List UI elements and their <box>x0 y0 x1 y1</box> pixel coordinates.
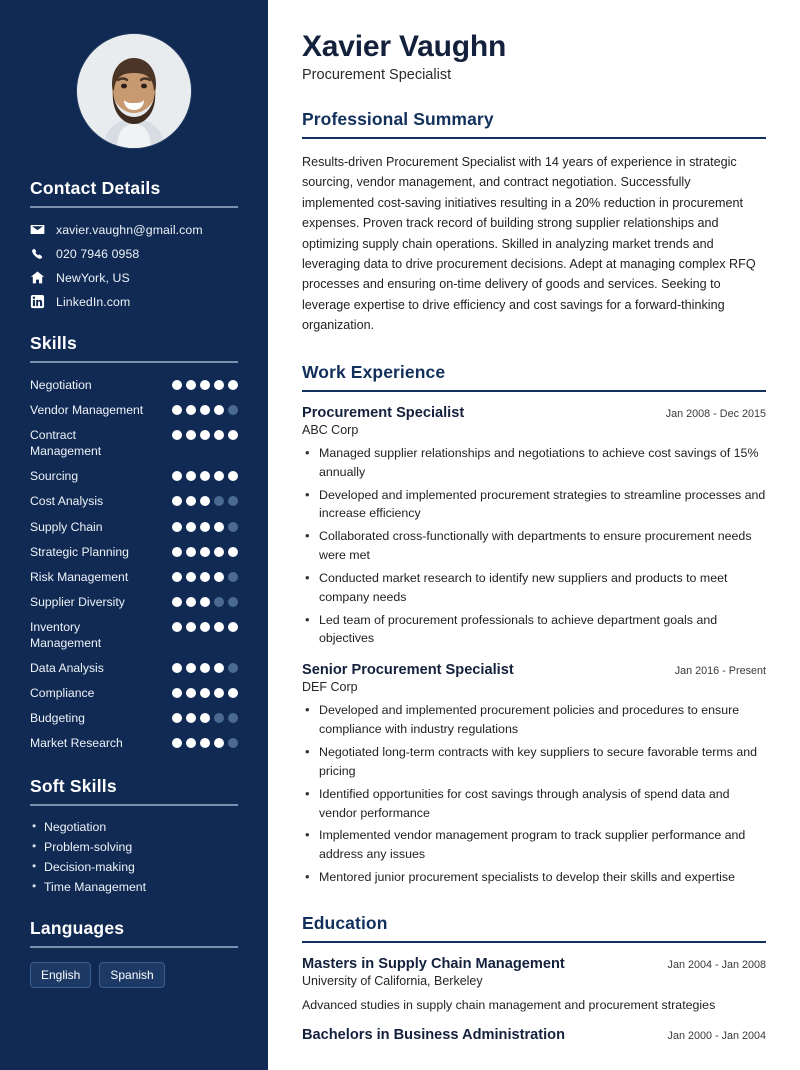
rating-dot-empty <box>228 597 238 607</box>
job-bullet: • Negotiated long-term contracts with key suppliers to secure favorable terms and pricing <box>302 743 766 781</box>
soft-skills-list <box>30 820 238 894</box>
email-icon <box>30 222 45 237</box>
skill-label: Strategic Planning <box>30 544 129 559</box>
job-bullet-list <box>302 444 766 648</box>
rating-dot-filled <box>186 597 196 607</box>
soft-skill-item: • Negotiation <box>30 820 238 834</box>
rating-dot-filled <box>186 738 196 748</box>
skill-label: Risk Management <box>30 569 129 584</box>
skills-section <box>30 333 238 752</box>
job-bullet: • Managed supplier relationships and negotiations to achieve cost savings of 15% annually <box>302 444 766 482</box>
contact-list <box>30 222 238 309</box>
education-entry <box>302 956 766 1015</box>
rating-dot-filled <box>186 405 196 415</box>
rating-dot-filled <box>228 547 238 557</box>
skill-row <box>30 468 238 484</box>
rating-dot-filled <box>186 496 196 506</box>
rating-dot-filled <box>186 713 196 723</box>
sidebar <box>0 0 268 1070</box>
rating-dot-filled <box>214 688 224 698</box>
education-list <box>302 956 766 1043</box>
education-description: Advanced studies in supply chain management and procurement strategies <box>302 998 716 1013</box>
section-divider <box>30 804 238 806</box>
rating-dot-filled <box>200 430 210 440</box>
professional-summary-heading: Professional Summary <box>302 108 494 129</box>
skill-row <box>30 685 238 701</box>
education-school: University of California, Berkeley <box>302 974 483 989</box>
rating-dot-filled <box>200 738 210 748</box>
rating-dot-filled <box>186 622 196 632</box>
skill-rating-dots <box>172 594 238 607</box>
skill-row <box>30 493 238 509</box>
skill-label: Negotiation <box>30 378 92 392</box>
job-bullet: • Mentored junior procurement specialists to develop their skills and expertise <box>302 868 766 887</box>
skill-rating-dots <box>172 544 238 557</box>
skill-label: Budgeting <box>30 711 85 726</box>
skill-row <box>30 519 238 535</box>
skill-rating-dots <box>172 685 238 698</box>
rating-dot-filled <box>172 405 182 415</box>
rating-dot-filled <box>228 380 238 390</box>
rating-dot-filled <box>200 663 210 673</box>
skill-rating-dots <box>172 468 238 481</box>
skill-row <box>30 377 238 393</box>
skill-row <box>30 619 238 651</box>
skill-label: Compliance <box>30 686 95 701</box>
rating-dot-filled <box>214 547 224 557</box>
education-header <box>302 1027 766 1043</box>
soft-skill-item: • Decision-making <box>30 860 238 874</box>
skill-label: Market Research <box>30 736 123 751</box>
rating-dot-filled <box>200 572 210 582</box>
rating-dot-filled <box>214 405 224 415</box>
skill-label: Supplier Diversity <box>30 594 125 609</box>
skill-rating-dots <box>172 569 238 582</box>
rating-dot-filled <box>172 738 182 748</box>
job-date-range: Jan 2016 - Present <box>674 665 766 678</box>
rating-dot-filled <box>186 380 196 390</box>
education-date-range: Jan 2004 - Jan 2008 <box>667 959 766 972</box>
contact-item-phone[interactable] <box>30 246 238 261</box>
languages-heading: Languages <box>30 917 125 938</box>
rating-dot-filled <box>200 496 210 506</box>
rating-dot-filled <box>172 547 182 557</box>
skill-row <box>30 594 238 610</box>
rating-dot-filled <box>186 547 196 557</box>
education-degree: Bachelors in Business Administration <box>302 1026 566 1043</box>
skill-row <box>30 735 238 751</box>
rating-dot-filled <box>214 663 224 673</box>
rating-dot-filled <box>214 738 224 748</box>
rating-dot-filled <box>200 688 210 698</box>
skill-row <box>30 402 238 418</box>
main-content <box>268 0 800 1070</box>
home-icon <box>30 270 45 285</box>
job-company: ABC Corp <box>302 422 359 437</box>
contact-item-email[interactable] <box>30 222 238 237</box>
skill-row <box>30 569 238 585</box>
job-bullet: • Led team of procurement professionals to achieve department goals and objectives <box>302 611 766 649</box>
rating-dot-filled <box>186 572 196 582</box>
skill-rating-dots <box>172 519 238 532</box>
avatar-container <box>30 34 238 148</box>
contact-item-location[interactable] <box>30 270 238 285</box>
rating-dot-filled <box>186 688 196 698</box>
soft-skills-section <box>30 776 238 894</box>
job-date-range: Jan 2008 - Dec 2015 <box>665 407 766 420</box>
rating-dot-empty <box>214 713 224 723</box>
soft-skill-item: • Time Management <box>30 880 238 894</box>
rating-dot-filled <box>172 471 182 481</box>
rating-dot-empty <box>228 713 238 723</box>
job-title: Senior Procurement Specialist <box>302 662 514 679</box>
skill-rating-dots <box>172 619 238 632</box>
section-divider <box>30 946 238 948</box>
section-divider <box>302 390 766 392</box>
rating-dot-filled <box>172 713 182 723</box>
skill-label: Vendor Management <box>30 403 144 418</box>
rating-dot-filled <box>186 522 196 532</box>
job-bullet: • Developed and implemented procurement strategies to streamline processes and increase efficiency <box>302 486 766 524</box>
professional-summary-section <box>302 109 766 336</box>
contact-phone-value: 020 7946 0958 <box>56 246 140 261</box>
rating-dot-empty <box>228 405 238 415</box>
rating-dot-filled <box>200 522 210 532</box>
rating-dot-filled <box>214 572 224 582</box>
skill-label: Supply Chain <box>30 519 103 534</box>
education-date-range: Jan 2000 - Jan 2004 <box>667 1029 766 1042</box>
skill-label: Data Analysis <box>30 661 104 676</box>
rating-dot-filled <box>228 688 238 698</box>
rating-dot-empty <box>214 496 224 506</box>
rating-dot-filled <box>200 622 210 632</box>
skill-rating-dots <box>172 377 238 390</box>
rating-dot-empty <box>228 738 238 748</box>
education-degree: Masters in Supply Chain Management <box>302 956 565 973</box>
rating-dot-filled <box>200 471 210 481</box>
contact-details-section <box>30 178 238 309</box>
rating-dot-filled <box>186 471 196 481</box>
rating-dot-filled <box>186 663 196 673</box>
job-entry <box>302 405 766 648</box>
skill-row <box>30 710 238 726</box>
rating-dot-filled <box>214 522 224 532</box>
skill-rating-dots <box>172 427 238 440</box>
job-bullet: • Implemented vendor management program to track supplier performance and address any issues <box>302 826 766 864</box>
language-pill[interactable]: English <box>30 962 91 988</box>
rating-dot-filled <box>172 688 182 698</box>
phone-icon <box>30 246 45 261</box>
job-role-subtitle: Procurement Specialist <box>302 66 452 83</box>
contact-details-heading: Contact Details <box>30 178 161 198</box>
rating-dot-filled <box>172 572 182 582</box>
page-title: Xavier Vaughn <box>302 30 507 63</box>
rating-dot-filled <box>200 405 210 415</box>
rating-dot-filled <box>172 597 182 607</box>
header-block <box>302 30 766 83</box>
job-bullet-list <box>302 701 766 887</box>
rating-dot-filled <box>228 471 238 481</box>
contact-linkedin-value: LinkedIn.com <box>56 294 131 309</box>
rating-dot-empty <box>214 597 224 607</box>
rating-dot-filled <box>214 471 224 481</box>
professional-summary-text: Results-driven Procurement Specialist with 14 years of experience in strategic sourcing, vendor management, and contract negotiation. Successfully implemented cost-saving initiatives resulting in a 20% reduction in procurement expenses. Proven track record of building strong supplier relationships and optimizing supply chain operations. Skilled in analyzing market trends and leveraging data to drive procurement decisions. Adept at managing complex RFQ processes and ensuring on-time delivery of goods and services. Seeking to leverage expertise to drive efficiency and cost savings for a forward-thinking organization. <box>302 154 756 333</box>
work-experience-section <box>302 362 766 887</box>
job-bullet: • Collaborated cross-functionally with departments to ensure procurement needs were met <box>302 527 766 565</box>
languages-section <box>30 918 238 988</box>
rating-dot-filled <box>172 496 182 506</box>
job-header <box>302 405 766 421</box>
skills-list <box>30 377 238 752</box>
skill-label: Inventory Management <box>30 619 102 651</box>
skill-rating-dots <box>172 402 238 415</box>
rating-dot-filled <box>200 380 210 390</box>
job-header <box>302 662 766 678</box>
skill-rating-dots <box>172 660 238 673</box>
rating-dot-filled <box>186 430 196 440</box>
work-experience-heading: Work Experience <box>302 361 446 382</box>
linkedin-icon <box>30 294 45 309</box>
job-bullet: • Conducted market research to identify new suppliers and products to meet company needs <box>302 569 766 607</box>
education-heading: Education <box>302 912 388 933</box>
rating-dot-filled <box>214 430 224 440</box>
profile-photo-icon <box>77 34 191 148</box>
education-section <box>302 913 766 1043</box>
skill-rating-dots <box>172 710 238 723</box>
rating-dot-filled <box>200 547 210 557</box>
contact-item-linkedin[interactable] <box>30 294 238 309</box>
skill-row <box>30 660 238 676</box>
rating-dot-empty <box>228 663 238 673</box>
skill-rating-dots <box>172 735 238 748</box>
rating-dot-filled <box>228 430 238 440</box>
section-divider <box>30 361 238 363</box>
language-pill[interactable]: Spanish <box>99 962 164 988</box>
rating-dot-empty <box>228 522 238 532</box>
avatar <box>77 34 191 148</box>
rating-dot-filled <box>200 597 210 607</box>
section-divider <box>302 137 766 139</box>
rating-dot-empty <box>228 572 238 582</box>
rating-dot-filled <box>172 522 182 532</box>
rating-dot-filled <box>200 713 210 723</box>
skill-label: Cost Analysis <box>30 494 104 509</box>
job-entry <box>302 662 766 887</box>
rating-dot-filled <box>214 622 224 632</box>
skill-row <box>30 544 238 560</box>
rating-dot-filled <box>172 380 182 390</box>
job-company: DEF Corp <box>302 680 358 695</box>
skill-rating-dots <box>172 493 238 506</box>
job-bullet: • Developed and implemented procurement policies and procedures to ensure compliance with industry regulations <box>302 701 766 739</box>
languages-list <box>30 962 238 988</box>
rating-dot-filled <box>172 622 182 632</box>
job-bullet: • Identified opportunities for cost savings through analysis of spend data and vendor performance <box>302 785 766 823</box>
skill-label: Sourcing <box>30 469 79 484</box>
section-divider <box>30 206 238 208</box>
section-divider <box>302 941 766 943</box>
contact-email-value: xavier.vaughn@gmail.com <box>56 222 203 237</box>
soft-skills-heading: Soft Skills <box>30 775 117 796</box>
skills-heading: Skills <box>30 333 77 353</box>
rating-dot-filled <box>172 663 182 673</box>
skill-row <box>30 427 238 459</box>
soft-skill-item: • Problem-solving <box>30 840 238 854</box>
contact-location-value: NewYork, US <box>56 270 130 285</box>
jobs-list <box>302 405 766 887</box>
rating-dot-filled <box>228 622 238 632</box>
rating-dot-filled <box>172 430 182 440</box>
education-header <box>302 956 766 972</box>
rating-dot-empty <box>228 496 238 506</box>
education-entry <box>302 1027 766 1043</box>
job-title: Procurement Specialist <box>302 404 465 421</box>
skill-label: Contract Management <box>30 428 102 459</box>
rating-dot-filled <box>214 380 224 390</box>
